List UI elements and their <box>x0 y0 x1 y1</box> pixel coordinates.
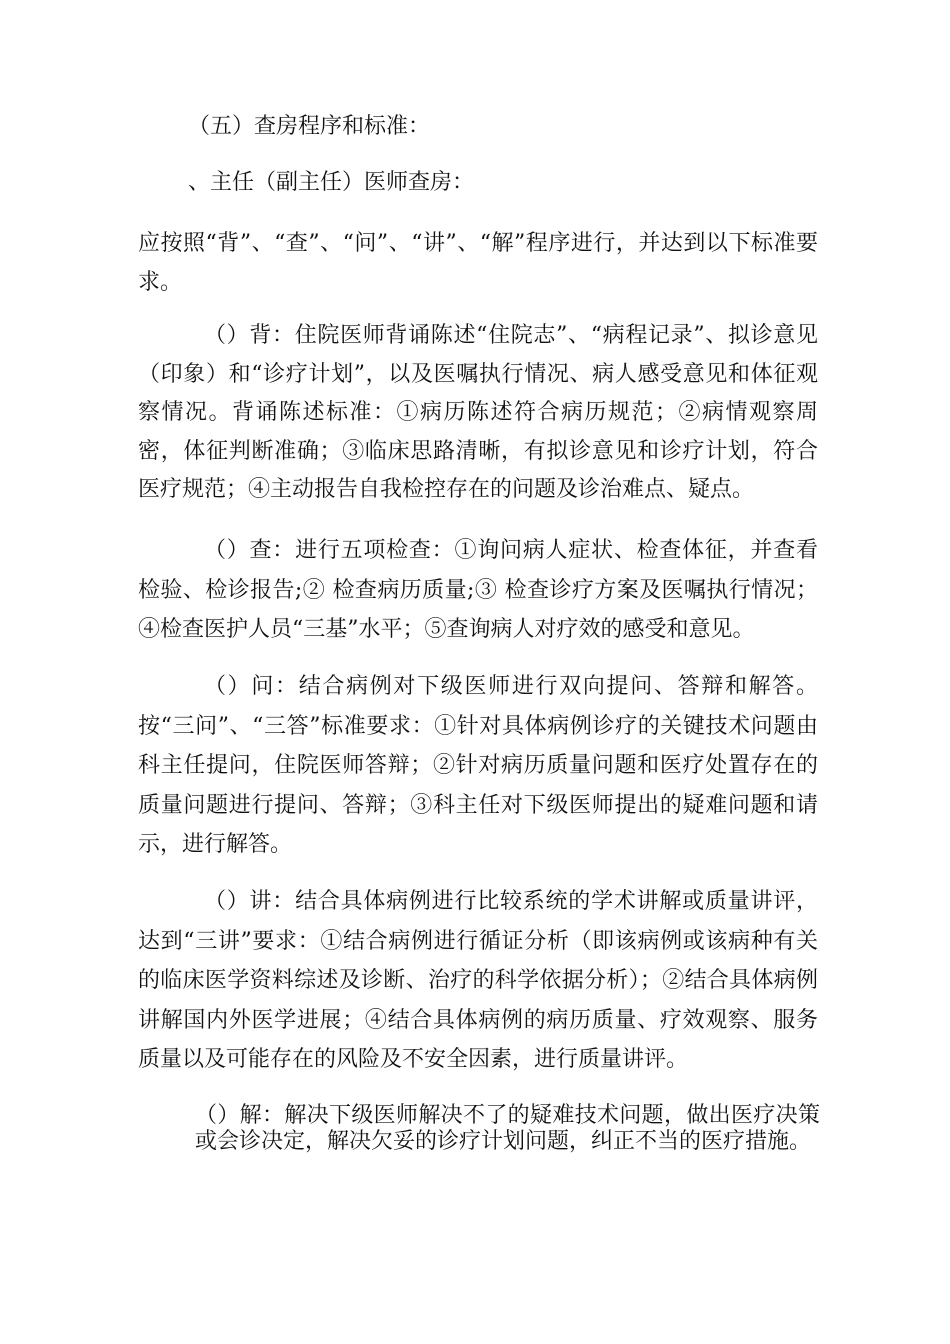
paragraph-resolve: （）解：解决下级医师解决不了的疑难技术问题，做出医疗决策或会诊决定，解决欠妥的诊疗计划问题，纠正不当的医疗措施。 <box>195 1103 820 1154</box>
paragraph-ask: （）问：结合病例对下级医师进行双向提问、答辩和解答。按“三问”、“三答”标准要求：①针对具体病例诊疗的关键技术问题由科主任提问，住院医师答辩；②针对病历质量问题和医疗处置存在的质量问题进行提问、答辩；③科主任对下级医师提出的疑难问题和请示，进行解答。 <box>138 674 818 857</box>
subheading: 、主任（副主任）医师查房： <box>188 170 475 195</box>
intro-paragraph: 应按照“背”、“查”、“问”、“讲”、“解”程序进行，并达到以下标准要求。 <box>138 231 818 295</box>
section-heading: （五）查房程序和标准： <box>188 114 431 139</box>
paragraph-explain: （）讲：结合具体病例进行比较系统的学术讲解或质量讲评，达到“三讲”要求：①结合病例进行循证分析（即该病例或该病种有关的临床医学资料综述及诊断、治疗的科学依据分析）；②结合具体病例讲解国内外医学进展；④结合具体病例的病历质量、疗效观察、服务质量以及可能存在的风险及不安全因素，进行质量讲评。 <box>138 889 818 1072</box>
paragraph-check: （）查：进行五项检查：①询问病人症状、检查体征，并查看检验、检诊报告;② 检查病历质量;③ 检查诊疗方案及医嘱执行情况；④检查医护人员“三基”水平；⑤查询病人对疗效的感受和意见。 <box>138 538 818 642</box>
paragraph-recite: （）背：住院医师背诵陈述“住院志”、“病程记录”、拟诊意见（印象）和“诊疗计划”，以及医嘱执行情况、病人感受意见和体征观察情况。背诵陈述标准：①病历陈述符合病历规范；②病情观察周密，体征判断准确；③临床思路清晰，有拟诊意见和诊疗计划，符合医疗规范；④主动报告自我检控存在的问题及诊治难点、疑点。 <box>138 323 818 502</box>
